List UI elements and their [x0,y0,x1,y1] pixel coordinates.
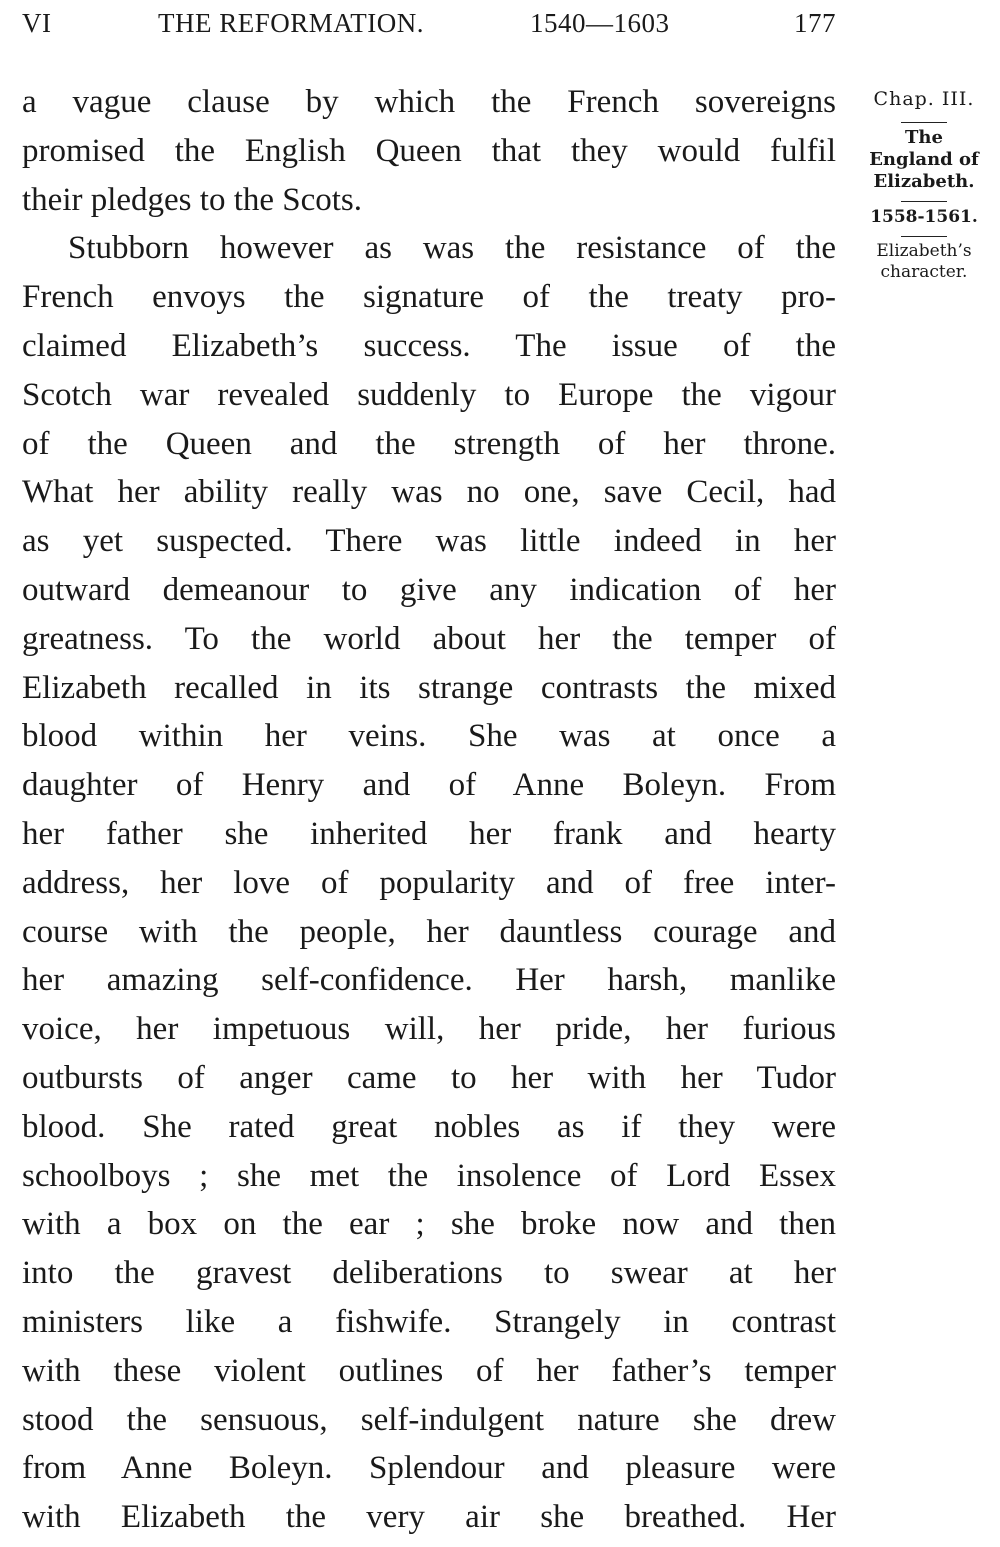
margin-topic-line: character. [880,262,968,282]
margin-rule [901,201,947,202]
margin-topic-line: Elizabeth’s [876,241,972,261]
header-title: THE REFORMATION. [158,8,425,38]
marginal-notes [850,84,998,283]
text-line: voice, her impetuous will, her pride, her furious [22,1011,836,1048]
running-header [22,8,838,48]
text-line: promised the English Queen that they would fulfil [22,132,836,169]
margin-dates: 1558-1561. [870,207,978,227]
margin-rule [901,236,947,237]
text-line: daughter of Henry and of Anne Boleyn. From [22,767,836,804]
text-line: a vague clause by which the French sovereigns [22,84,836,120]
text-line: schoolboys ; she met the insolence of Lord Essex [22,1157,836,1194]
text-line: address, her love of popularity and of free inter- [22,864,836,901]
text-line: Elizabeth recalled in its strange contrasts the mixed [22,669,836,706]
text-line: ministers like a fishwife. Strangely in contrast [22,1303,836,1340]
chapter-marker: Chap. III. [873,88,975,110]
text-line: What her ability really was no one, save Cecil, had [22,474,836,511]
header-section-number: VI [22,8,52,38]
text-line: course with the people, her dauntless courage and [22,913,836,950]
text-line: stood the sensuous, self-indulgent nature she drew [22,1401,836,1438]
text-line: claimed Elizabeth’s success. The issue of the [22,327,836,364]
text-line: with these violent outlines of her father’s temper [22,1352,836,1389]
text-line: Scotch war revealed suddenly to Europe the vigour [22,376,836,413]
text-line: blood. She rated great nobles as if they were [22,1108,836,1145]
page-number: 177 [794,8,836,38]
text-line: outbursts of anger came to her with her Tudor [22,1059,836,1096]
body-text [22,78,836,1542]
text-line: her amazing self-confidence. Her harsh, manlike [22,962,836,999]
text-line: with Elizabeth the very air she breathed. Her [22,1499,836,1536]
text-line: of the Queen and the strength of her throne. [22,425,836,462]
text-line: Stubborn however as was the resistance of the [68,230,836,267]
text-line: with a box on the ear ; she broke now and then [22,1206,836,1243]
header-years: 1540—1603 [530,8,670,38]
text-line: outward demeanour to give any indication of her [22,571,836,608]
text-line: as yet suspected. There was little indeed in her [22,523,836,560]
margin-subject-line: Elizabeth. [873,171,975,192]
text-line: from Anne Boleyn. Splendour and pleasure were [22,1450,836,1487]
text-line: into the gravest deliberations to swear at her [22,1255,836,1292]
text-line: blood within her veins. She was at once a [22,718,836,755]
margin-subject-line: The [905,127,943,148]
text-line: their pledges to the Scots. [22,181,363,218]
margin-subject-line: England of [869,149,979,170]
text-line: her father she inherited her frank and hearty [22,815,836,852]
text-line: greatness. To the world about her the temper of [22,620,836,657]
margin-rule [901,122,947,123]
text-line: French envoys the signature of the treaty pro- [22,279,836,316]
